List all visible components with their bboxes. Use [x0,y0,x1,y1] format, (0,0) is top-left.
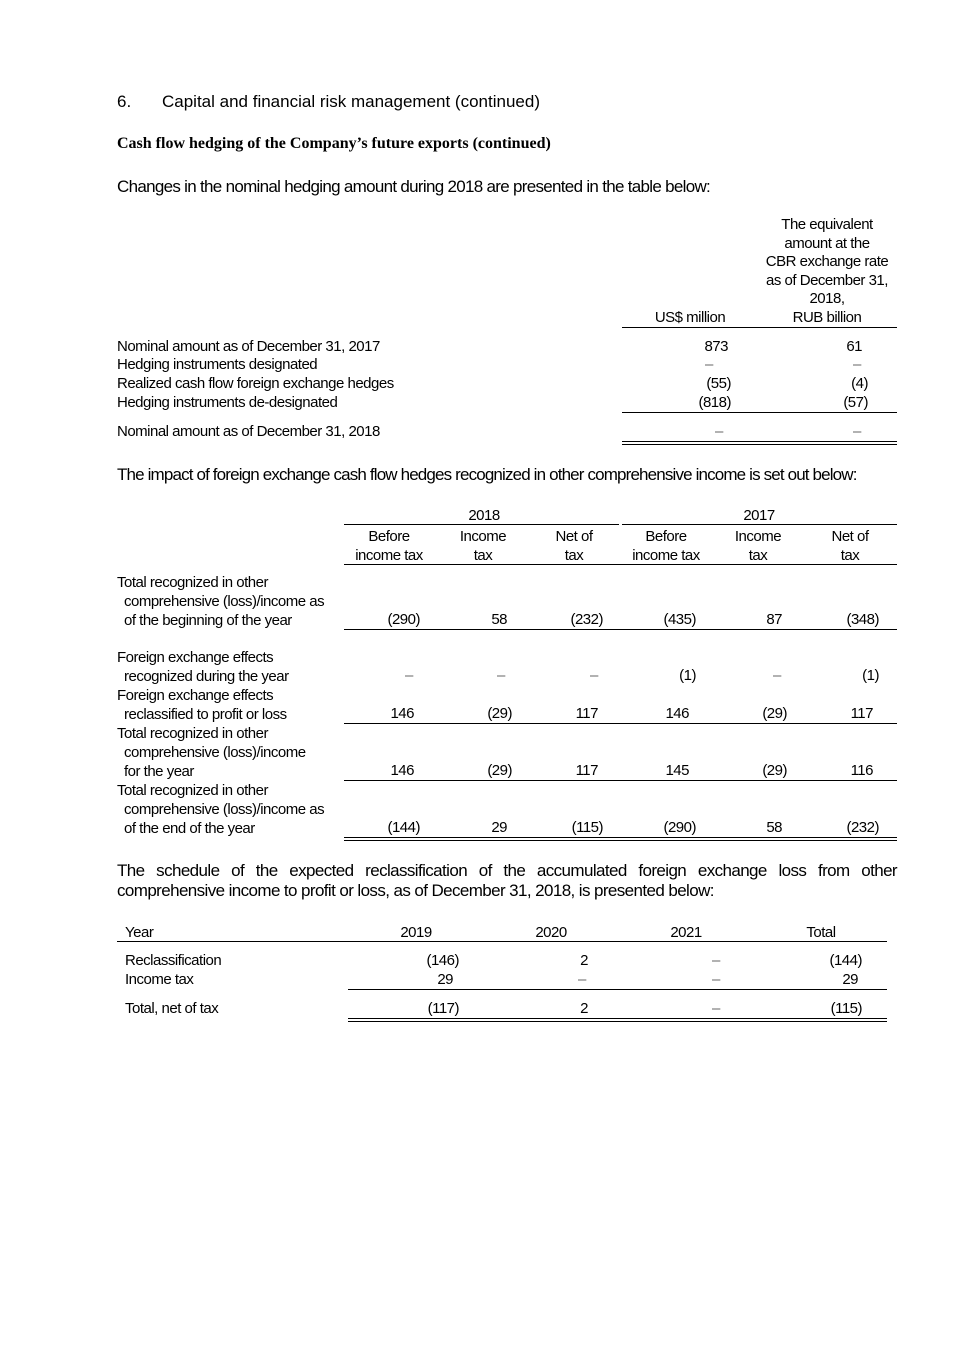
total-rule [622,441,897,442]
header-year: Year [125,924,154,941]
cell: (146) [426,952,459,969]
cell: – [712,1000,720,1017]
header-2021: 2021 [670,924,702,941]
row-label: Income tax [125,971,194,988]
total-rule [348,1018,887,1019]
col-header-line: income tax [632,547,700,564]
header-total: Total [806,924,836,941]
cell: 29 [491,819,507,836]
cell-usd: (55) [706,375,731,392]
cell: (115) [571,819,603,836]
col-header-line: Net of [555,528,593,545]
row-label [117,781,324,838]
cell: – [712,971,720,988]
row-label [117,724,306,781]
cell: – [578,971,586,988]
col-rub-header-line: RUB billion [792,308,862,326]
header-2020: 2020 [535,924,567,941]
total-rub: – [853,423,861,440]
col-header-line: Before [368,528,410,545]
row-label-line: reclassified to profit or loss [124,706,287,723]
row-label [117,573,324,630]
row-label-line: Total recognized in other [117,574,268,591]
row-label: Nominal amount as of December 31, 2017 [117,338,380,355]
cell: 2 [580,952,588,969]
col-header [621,527,711,565]
col-header [529,527,619,565]
col-header-line: Income [459,528,507,545]
cell: (348) [846,611,879,628]
row-label-line: of the end of the year [124,820,255,837]
cell: 146 [390,705,414,722]
col-header [805,527,895,565]
row-label-line: Total recognized in other [117,725,268,742]
cell: 117 [850,705,873,722]
total-rule [348,1021,887,1022]
row-label-line: for the year [124,763,194,780]
col-header-line: tax [473,547,493,564]
row-label-line: comprehensive (loss)/income [124,744,306,761]
header-rule [344,564,897,565]
cell-rub: (4) [851,375,868,392]
col-header-line: tax [748,547,768,564]
col-rub-header [754,216,900,327]
intro-reclassification-line: The schedule of the expected reclassification of the accumulated foreign exchange loss from other [117,861,897,880]
subtotal-rule [348,989,887,990]
col-header-line: Net of [831,528,869,545]
cell: 29 [437,971,453,988]
year-rule [622,524,897,525]
row-rule [344,629,897,630]
cell: (290) [387,611,420,628]
cell: 87 [766,611,782,628]
row-label-line: of the beginning of the year [124,612,292,629]
cell: (1) [679,667,696,684]
cell: (1) [862,667,879,684]
intro-reclassification [117,861,897,901]
cell: 58 [491,611,507,628]
row-label: Reclassification [125,952,222,969]
cell: 117 [575,762,598,779]
intro-reclassification-line: comprehensive income to profit or loss, as of December 31, 2018, is presented below: [117,881,714,900]
header-rule [622,327,897,328]
cell: (29) [487,705,512,722]
cell: (29) [487,762,512,779]
col-rub-header-line: amount at the [784,234,870,252]
cell: 116 [850,762,873,779]
col-rub-header-line: 2018, [809,290,845,307]
cell: (232) [846,819,879,836]
total-label: Nominal amount as of December 31, 2018 [117,423,380,440]
subheading: Cash flow hedging of the Company’s future exports (continued) [117,135,551,152]
total-label: Total, net of tax [125,1000,219,1017]
cell: (29) [762,762,787,779]
col-header-line: income tax [355,547,423,564]
cell: – [405,667,413,684]
cell: (144) [829,952,862,969]
cell: (435) [663,611,696,628]
intro-oci-impact: The impact of foreign exchange cash flow hedges recognized in other comprehensive income is set out below: [117,465,857,484]
row-label-line: Total recognized in other [117,782,268,799]
cell: 58 [766,819,782,836]
subtotal-rule [622,412,897,413]
year-2018-header: 2018 [468,507,500,524]
cell: 29 [842,971,858,988]
col-usd-header: US$ million [654,309,726,326]
col-header-line: Income [734,528,782,545]
cell: (29) [762,705,787,722]
cell: 2 [580,1000,588,1017]
row-rule [344,780,897,781]
cell: – [773,667,781,684]
cell: 146 [665,705,689,722]
cell-rub: 61 [846,338,862,355]
col-header [438,527,528,565]
total-usd: – [715,423,723,440]
row-label: Hedging instruments de-designated [117,394,338,411]
header-rule [117,941,887,942]
section-number: 6. [117,92,132,111]
cell-rub: (57) [843,394,868,411]
row-label-line: Foreign exchange effects [117,687,274,704]
col-rub-header-line: The equivalent [781,216,873,233]
row-label [117,686,287,724]
cell: (232) [570,611,603,628]
cell-rub: – [853,356,861,373]
intro-nominal-hedging: Changes in the nominal hedging amount during 2018 are presented in the table below: [117,177,711,196]
col-header [713,527,803,565]
year-rule [344,524,619,525]
total-rule [622,444,897,445]
col-header-line: tax [564,547,584,564]
col-header-line: Before [645,528,687,545]
cell-usd: 873 [704,338,728,355]
col-header [344,527,434,565]
row-label: Hedging instruments designated [117,356,318,373]
cell: 145 [665,762,689,779]
cell: – [497,667,505,684]
row-label [117,648,289,686]
row-rule [344,723,897,724]
cell-usd: – [705,356,713,373]
col-rub-header-line: CBR exchange rate [765,253,889,270]
cell: – [712,952,720,969]
cell: (144) [387,819,420,836]
row-label-line: comprehensive (loss)/income as [124,593,325,610]
cell: 117 [575,705,598,722]
cell: (117) [427,1000,459,1017]
header-2019: 2019 [400,924,432,941]
cell: 146 [390,762,414,779]
year-2017-header: 2017 [743,507,775,524]
row-label-line: comprehensive (loss)/income as [124,801,325,818]
col-header-line: tax [840,547,860,564]
row-label-line: recognized during the year [124,668,289,685]
row-label: Realized cash flow foreign exchange hedges [117,375,394,392]
section-title: Capital and financial risk management (continued) [162,92,540,111]
total-rule [344,837,897,838]
cell-usd: (818) [698,394,731,411]
cell: – [590,667,598,684]
total-rule [344,840,897,841]
col-rub-header-line: as of December 31, [766,271,888,289]
cell: (115) [830,1000,862,1017]
row-label-line: Foreign exchange effects [117,649,274,666]
cell: (290) [663,819,696,836]
